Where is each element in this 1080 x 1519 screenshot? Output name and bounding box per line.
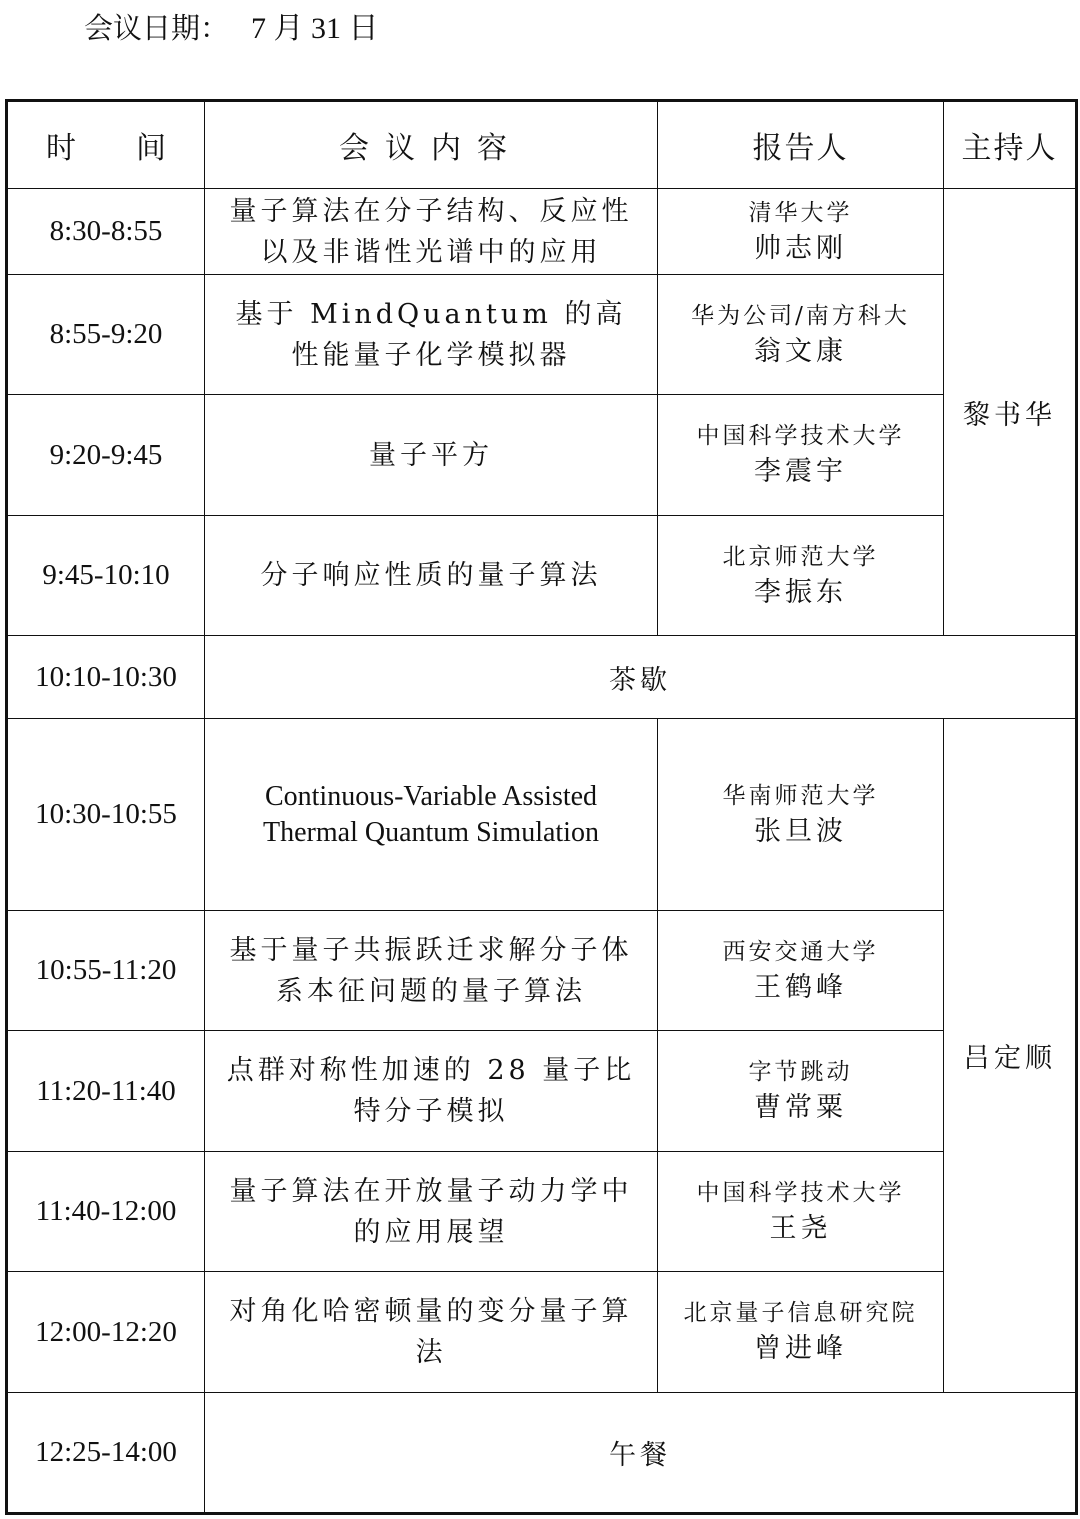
header-topic: 会议内容 (205, 101, 658, 189)
table-row (7, 911, 1077, 1031)
header-host: 主持人 (944, 101, 1077, 189)
reporter-cell (658, 911, 944, 1031)
time-cell: 10:30-10:55 (7, 719, 205, 911)
person-name: 帅志刚 (754, 232, 847, 264)
reporter-cell (658, 1152, 944, 1272)
reporter-cell (658, 189, 944, 275)
topic-cell: Continuous-Variable Assisted Thermal Quantum Simulation (205, 719, 658, 911)
table-row (7, 189, 1077, 275)
topic-cell: 分子响应性质的量子算法 (205, 516, 658, 636)
person-name: 曹常粟 (754, 1092, 847, 1123)
time-cell: 9:20-9:45 (7, 395, 205, 516)
meeting-date (84, 8, 379, 49)
reporter-cell (658, 1272, 944, 1393)
time-cell: 8:30-8:55 (7, 189, 205, 275)
person-name: 李振东 (754, 576, 847, 608)
header-row (7, 101, 1077, 189)
date-value: 7 月 31 日 (251, 12, 379, 45)
break-row (7, 636, 1077, 719)
org-name: 华为公司/南方科大 (691, 302, 910, 329)
header-time: 时 间 (7, 101, 205, 189)
time-cell: 12:25-14:00 (7, 1393, 205, 1514)
topic-cell: 点群对称性加速的 28 量子比特分子模拟 (205, 1031, 658, 1152)
table-row (7, 1152, 1077, 1272)
host-cell: 吕定顺 (944, 719, 1077, 1393)
person-name: 翁文康 (754, 335, 847, 367)
person-name: 王鹤峰 (754, 971, 847, 1003)
time-cell: 10:55-11:20 (7, 911, 205, 1031)
time-cell: 11:20-11:40 (7, 1031, 205, 1152)
topic-cell: 基于量子共振跃迁求解分子体系本征问题的量子算法 (205, 911, 658, 1031)
break-row (7, 1393, 1077, 1514)
break-cell: 午餐 (205, 1393, 1077, 1514)
org-name: 清华大学 (748, 199, 853, 226)
table-row (7, 395, 1077, 516)
table-row (7, 1272, 1077, 1393)
topic-cell: 对角化哈密顿量的变分量子算法 (205, 1272, 658, 1393)
time-cell: 10:10-10:30 (7, 636, 205, 719)
person-name: 张旦波 (754, 815, 847, 847)
reporter-cell (658, 1031, 944, 1152)
date-label: 会议日期： (84, 11, 230, 45)
org-name: 北京量子信息研究院 (683, 1300, 918, 1326)
topic-cell: 量子算法在开放量子动力学中的应用展望 (205, 1152, 658, 1272)
time-cell: 12:00-12:20 (7, 1272, 205, 1393)
table-row (7, 1031, 1077, 1152)
topic-cell: 基于 MindQuantum 的高性能量子化学模拟器 (205, 275, 658, 395)
person-name: 李震宇 (754, 456, 847, 487)
time-cell: 9:45-10:10 (7, 516, 205, 636)
host-cell: 黎书华 (944, 189, 1077, 636)
org-name: 中国科学技术大学 (696, 1179, 905, 1206)
reporter-cell (658, 719, 944, 911)
org-name: 中国科学技术大学 (696, 423, 905, 449)
table-row (7, 275, 1077, 395)
reporter-cell (658, 395, 944, 516)
agenda-table (5, 99, 1078, 1515)
org-name: 字节跳动 (748, 1059, 853, 1085)
org-name: 北京师范大学 (722, 543, 879, 570)
org-name: 西安交通大学 (722, 938, 879, 965)
org-name: 华南师范大学 (722, 782, 879, 809)
topic-cell: 量子平方 (205, 395, 658, 516)
time-cell: 11:40-12:00 (7, 1152, 205, 1272)
time-cell: 8:55-9:20 (7, 275, 205, 395)
reporter-cell (658, 275, 944, 395)
header-reporter: 报告人 (658, 101, 944, 189)
reporter-cell (658, 516, 944, 636)
table-row (7, 719, 1077, 911)
person-name: 曾进峰 (754, 1333, 847, 1364)
break-cell: 茶歇 (205, 636, 1077, 719)
person-name: 王尧 (769, 1212, 832, 1244)
topic-cell: 量子算法在分子结构、反应性以及非谐性光谱中的应用 (205, 189, 658, 275)
table-row (7, 516, 1077, 636)
